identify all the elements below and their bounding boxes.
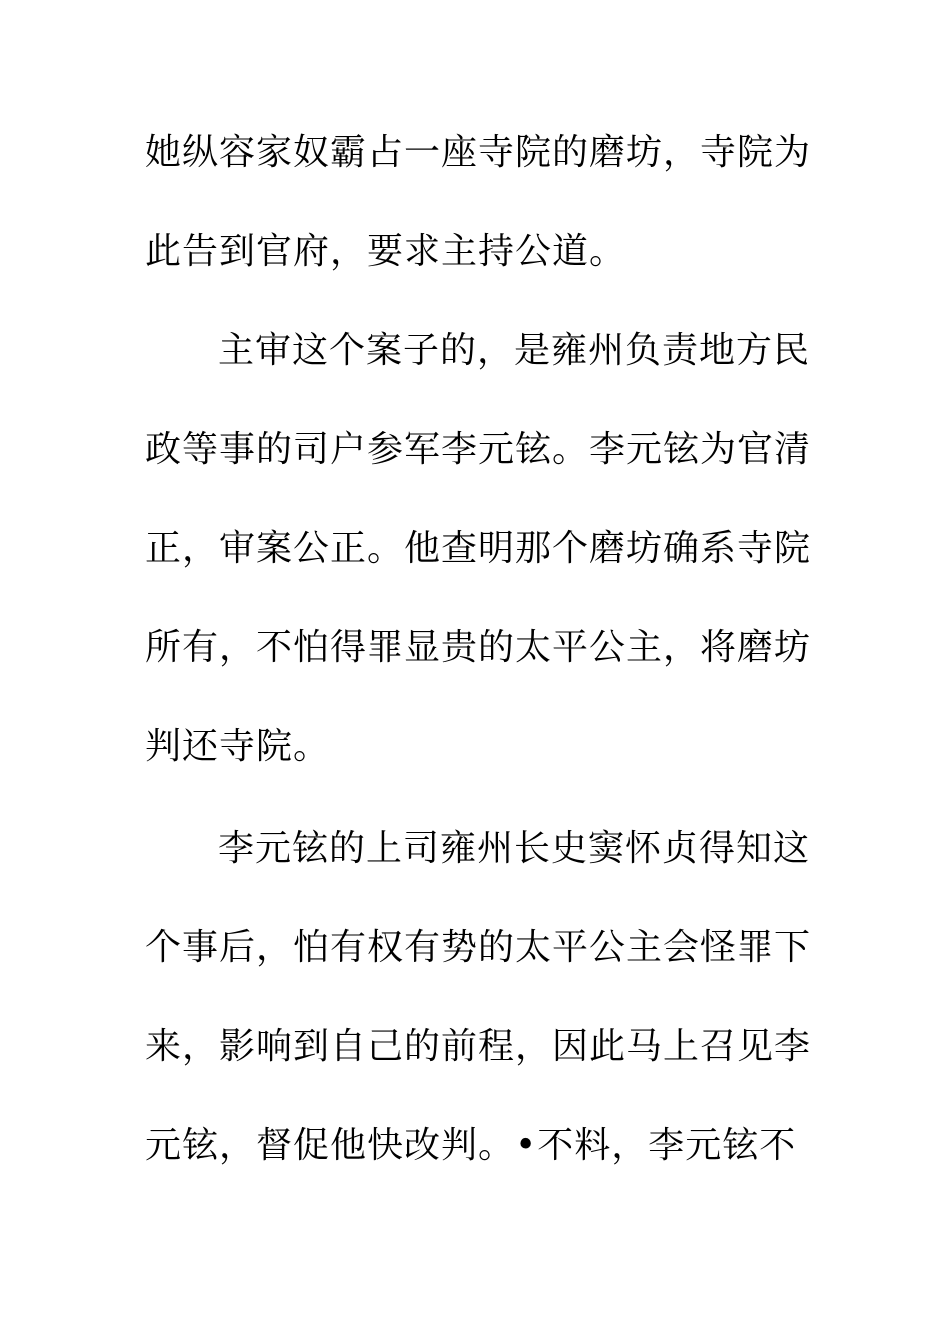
text-line: 她纵容家奴霸占一座寺院的磨坊，寺院为	[145, 132, 812, 173]
text-line: 政等事的司户参军李元铉。李元铉为官清	[145, 429, 812, 470]
text-line: 来，影响到自己的前程，因此马上召见李	[145, 1026, 812, 1067]
text-line: 正，审案公正。他查明那个磨坊确系寺院	[145, 528, 812, 569]
paragraph-start-line: 主审这个案子的，是雍州负责地方民	[218, 330, 811, 371]
text-line: 个事后，怕有权有势的太平公主会怪罪下	[145, 927, 812, 968]
text-line: 元铉，督促他快改判。•不料，李元铉不	[145, 1125, 797, 1166]
text-line: 所有，不怕得罪显贵的太平公主，将磨坊	[145, 627, 812, 668]
text-line: 此告到官府，要求主持公道。	[145, 231, 627, 272]
text-line: 判还寺院。	[145, 726, 331, 767]
paragraph-start-line: 李元铉的上司雍州长史窦怀贞得知这	[218, 828, 811, 869]
